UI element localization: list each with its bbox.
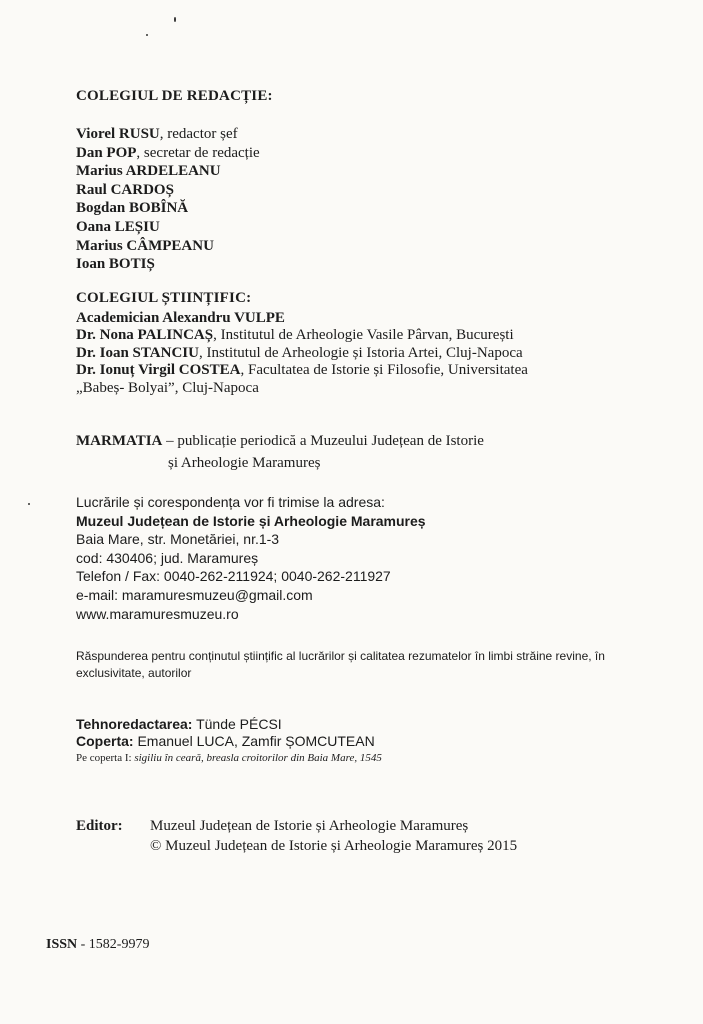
issn-label: ISSN <box>46 937 78 952</box>
board-member: Dan POP, secretar de redacție <box>76 144 260 161</box>
editor-publisher: Muzeul Județean de Istorie și Arheologie Maramureș <box>150 818 469 834</box>
address-phone: Telefon / Fax: 0040-262-211924; 0040-262-211927 <box>76 568 391 585</box>
editor-details <box>150 816 517 856</box>
responsibility-line-2: exclusivitate, autorilor <box>76 666 192 680</box>
scan-speck <box>146 34 148 36</box>
address-email: e-mail: maramuresmuzeu@gmail.com <box>76 586 313 603</box>
credits <box>76 716 382 767</box>
publication-title: MARMATIA <box>76 433 163 449</box>
board-member: Oana LEȘIU <box>76 218 160 235</box>
scientific-board <box>76 290 528 398</box>
editorial-board-members <box>76 125 260 274</box>
scan-speck <box>28 503 30 505</box>
publication-line-2: și Arheologie Maramureș <box>168 455 321 471</box>
publication-line-1: MARMATIA – publicație periodică a Muzeului Județean de Istorie <box>76 433 484 449</box>
cover-image-note: Pe coperta I: sigiliu în ceară, breasla croitorilor din Baia Mare, 1545 <box>76 752 382 764</box>
address-institution: Muzeul Județean de Istorie și Arheologie Maramureș <box>76 512 426 529</box>
scientific-member: Dr. Ionuț Virgil COSTEA, Facultatea de Istorie și Filosofie, Universitatea <box>76 362 528 379</box>
issn <box>46 937 149 953</box>
address-website: www.maramuresmuzeu.ro <box>76 605 239 622</box>
board-member: Viorel RUSU, redactor șef <box>76 126 238 142</box>
scientific-member-continuation: „Babeș- Bolyai”, Cluj-Napoca <box>76 379 259 396</box>
cover-credit: Coperta: Emanuel LUCA, Zamfir ȘOMCUTEAN <box>76 733 375 749</box>
scan-speck <box>174 17 176 22</box>
scientific-member: Academician Alexandru VULPE <box>76 309 285 326</box>
board-member: Bogdan BOBÎNĂ <box>76 200 189 217</box>
editor-copyright: © Muzeul Județean de Istorie și Arheologie Maramureș 2015 <box>150 838 518 854</box>
issn-value: - 1582-9979 <box>77 937 150 952</box>
scientific-board-heading: COLEGIUL ȘTIINȚIFIC: <box>76 290 252 306</box>
typesetting-credit: Tehnoredactarea: Tünde PÉCSI <box>76 716 282 732</box>
publication-description <box>76 430 484 474</box>
contact-address <box>76 493 426 623</box>
editor-label: Editor: <box>76 818 123 834</box>
editorial-board <box>76 88 273 105</box>
responsibility-note <box>76 648 605 682</box>
address-intro: Lucrările și corespondența vor fi trimise la adresa: <box>76 494 385 510</box>
scientific-member: Dr. Nona PALINCAȘ, Institutul de Arheologie Vasile Pârvan, București <box>76 327 514 344</box>
editorial-board-heading: COLEGIUL DE REDACȚIE: <box>76 88 273 104</box>
board-member: Marius ARDELEANU <box>76 163 221 180</box>
board-member: Marius CÂMPEANU <box>76 237 214 254</box>
scientific-member: Dr. Ioan STANCIU, Institutul de Arheologie și Istoria Artei, Cluj-Napoca <box>76 344 523 361</box>
address-street: Baia Mare, str. Monetăriei, nr.1-3 <box>76 531 280 548</box>
responsibility-line-1: Răspunderea pentru conținutul științific al lucrărilor și calitatea rezumatelor în limbi străine revine, în <box>76 649 605 663</box>
board-member: Ioan BOTIȘ <box>76 256 155 273</box>
address-postal: cod: 430406; jud. Maramureș <box>76 549 259 566</box>
board-member: Raul CARDOȘ <box>76 181 174 198</box>
